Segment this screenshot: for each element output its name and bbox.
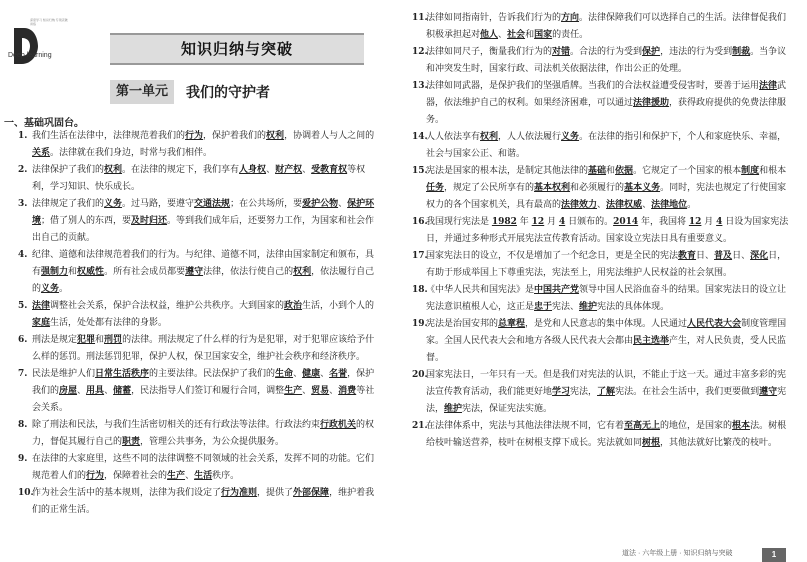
item-text: 刑法是规定犯罪和刑罚的法律。刑法规定了什么样的行为是犯罪，对于犯罪应该给予什么样的惩罚。刑法惩罚犯罪，保护人权，保卫国家安全，维护社会秩序和经济秩序。 xyxy=(32,335,375,362)
item-text: 作为社会生活中的基本规则，法律为我们设定了行为准则，提供了外部保障，维护着我们的正常生活。 xyxy=(32,488,375,515)
item-number: 12. xyxy=(412,47,428,57)
list-item xyxy=(18,366,380,417)
list-item xyxy=(412,316,792,367)
item-number: 16. xyxy=(412,217,428,227)
footer-text: 道法 · 六年级上册 · 知识归纳与突破 xyxy=(622,550,733,557)
page-banner: 知识归纳与突破 xyxy=(110,33,364,65)
item-number: 10. xyxy=(18,488,34,498)
item-number: 11. xyxy=(412,13,428,23)
logo-tiny-text: 深度学习 知识归纳 专项突破 训练 xyxy=(30,18,68,26)
list-item xyxy=(412,44,792,78)
item-text: 除了刑法和民法，与我们生活密切相关的还有行政法等法律。行政法约束行政机关的权力，督促其履行自己的职责，管理公共事务，为公众提供服务。 xyxy=(32,420,375,447)
item-number: 13. xyxy=(412,81,428,91)
item-text: 国家宪法日的设立，不仅是增加了一个纪念日，更是全民的宪法教育日、普及日、深化日，有助于形成举国上下尊重宪法，宪法至上，用宪法维护人民权益的社会氛围。 xyxy=(426,251,787,278)
item-number: 4. xyxy=(18,250,28,260)
list-item xyxy=(412,129,792,163)
item-number: 21. xyxy=(412,421,428,431)
item-text: 法律如同武器，是保护我们的坚强盾牌。当我们的合法权益遭受侵害时，要善于运用法律武器，依法维护自己的权利。如果经济困难，可以通过法律援助，获得政府提供的免费法律服务。 xyxy=(426,81,787,125)
item-number: 20. xyxy=(412,370,428,380)
item-text: 国家宪法日，一年只有一天。但是我们对宪法的认识，不能止于这一天。通过丰富多彩的宪法宣传教育活动，我们能更好地学习宪法，了解宪法。在社会生活中，我们更要做到遵守宪法，维护宪法，保证宪法实施。 xyxy=(426,370,787,414)
item-number: 2. xyxy=(18,165,28,175)
list-item xyxy=(412,248,792,282)
list-item xyxy=(412,282,792,316)
item-text: 宪法是国家的根本法，是制定其他法律的基础和依据。它规定了一个国家的根本制度和根本任务，规定了公民所享有的基本权利和必须履行的基本义务。同时，宪法也规定了行使国家权力的各个国家机关，具有最高的法律效力、法律权威、法律地位。 xyxy=(426,166,787,210)
item-text: 宪法是治国安邦的总章程，是党和人民意志的集中体现。人民通过人民代表大会制度管理国家。全国人民代表大会和地方各级人民代表大会都由民主选举产生，对人民负责，受人民监督。 xyxy=(426,319,787,363)
list-item xyxy=(18,196,380,247)
item-text: 我们生活在法律中，法律规范着我们的行为，保护着我们的权利，协调着人与人之间的关系。法律就在我们身边，时常与我们相伴。 xyxy=(32,131,375,158)
item-number: 14. xyxy=(412,132,428,142)
list-item xyxy=(412,418,792,452)
item-text: 在法律的大家庭里，这些不同的法律调整不同领域的社会关系，发挥不同的功能。它们规范着人们的行为，保障着社会的生产、生活秩序。 xyxy=(32,454,375,481)
list-item xyxy=(18,417,380,451)
item-text: 法律规定了我们的义务。过马路，要遵守交通法规；在公共场所，要爱护公物、保护环境；借了别人的东西，要及时归还。等到我们成年后，还要努力工作，为国家和社会作出自己的贡献。 xyxy=(32,199,375,243)
list-item xyxy=(18,451,380,485)
unit-heading xyxy=(110,80,270,104)
item-text: 法律调整社会关系，保护合法权益，维护公共秩序。大到国家的政治生活，小到个人的家庭生活，处处都有法律的身影。 xyxy=(32,301,375,328)
item-number: 9. xyxy=(18,454,28,464)
section-heading: 一、基础巩固台。 xyxy=(4,118,84,129)
page-number: 1 xyxy=(762,548,786,562)
item-number: 3. xyxy=(18,199,28,209)
item-text: 人人依法享有权利，人人依法履行义务。在法律的指引和保护下，个人和家庭快乐、幸福，社会与国家公正、和谐。 xyxy=(426,132,787,159)
list-item xyxy=(18,485,380,519)
brand-logo xyxy=(8,20,44,66)
list-item xyxy=(18,332,380,366)
right-column xyxy=(412,10,792,452)
item-text: 在法律体系中，宪法与其他法律法规不同，它有着至高无上的地位，是国家的根本法。树根给枝叶输送营养，枝叶在树根支撑下成长。宪法就如同树根，其他法就好比繁茂的枝叶。 xyxy=(426,421,787,448)
list-item xyxy=(412,10,792,44)
list-item xyxy=(412,367,792,418)
item-text: 法律如同尺子，衡量我们行为的对错。合法的行为受到保护，违法的行为受到制裁。当争议和冲突发生时，国家行政、司法机关依据法律，作出公正的处理。 xyxy=(426,47,787,74)
d-logo-icon xyxy=(10,24,40,66)
list-item xyxy=(412,78,792,129)
item-number: 19. xyxy=(412,319,428,329)
item-number: 18. xyxy=(412,285,428,295)
item-text: 民法是维护人们日常生活秩序的主要法律。民法保护了我们的生命、健康、名誉，保护我们的房屋、用具、储蓄，民法指导人们签订和履行合同，调整生产、贸易、消费等社会关系。 xyxy=(32,369,375,413)
logo-caption: Deep learning xyxy=(8,52,52,59)
list-item xyxy=(18,247,380,298)
unit-tag: 第一单元 xyxy=(110,80,174,104)
unit-title: 我们的守护者 xyxy=(186,85,271,101)
item-number: 5. xyxy=(18,301,28,311)
item-text: 纪律、道德和法律规范着我们的行为。与纪律、道德不同，法律由国家制定和颁布，具有强制力和权威性。所有社会成员都要遵守法律，依法行使自己的权利，依法履行自己的义务。 xyxy=(32,250,375,294)
item-number: 15. xyxy=(412,166,428,176)
item-number: 7. xyxy=(18,369,28,379)
list-item xyxy=(18,298,380,332)
item-number: 1. xyxy=(18,131,28,141)
item-text: 法律保护了我们的权利。在法律的规定下，我们享有人身权、财产权、受教育权等权利，学习知识、快乐成长。 xyxy=(32,165,366,192)
item-number: 17. xyxy=(412,251,428,261)
item-text: 《中华人民共和国宪法》是中国共产党领导中国人民浴血奋斗的结果。国家宪法日的设立让宪法意识植根人心，这正是忠于宪法、维护宪法的具体体现。 xyxy=(426,285,787,312)
list-item xyxy=(412,163,792,214)
item-text: 法律如同指南针，告诉我们行为的方向。法律保障我们可以选择自己的生活。法律督促我们积极承担起对他人、社会和国家的责任。 xyxy=(426,13,787,40)
item-text: 我国现行宪法是 1982 年 12 月 4 日颁布的。2014 年，我国将 12 月 4 日设为国家宪法日，并通过多种形式开展宪法宣传教育活动。国家设立宪法日具有重要意义。 xyxy=(426,217,789,244)
list-item xyxy=(18,128,380,162)
item-number: 8. xyxy=(18,420,28,430)
list-item xyxy=(412,214,792,248)
list-item xyxy=(18,162,380,196)
left-column xyxy=(18,128,380,519)
item-number: 6. xyxy=(18,335,28,345)
